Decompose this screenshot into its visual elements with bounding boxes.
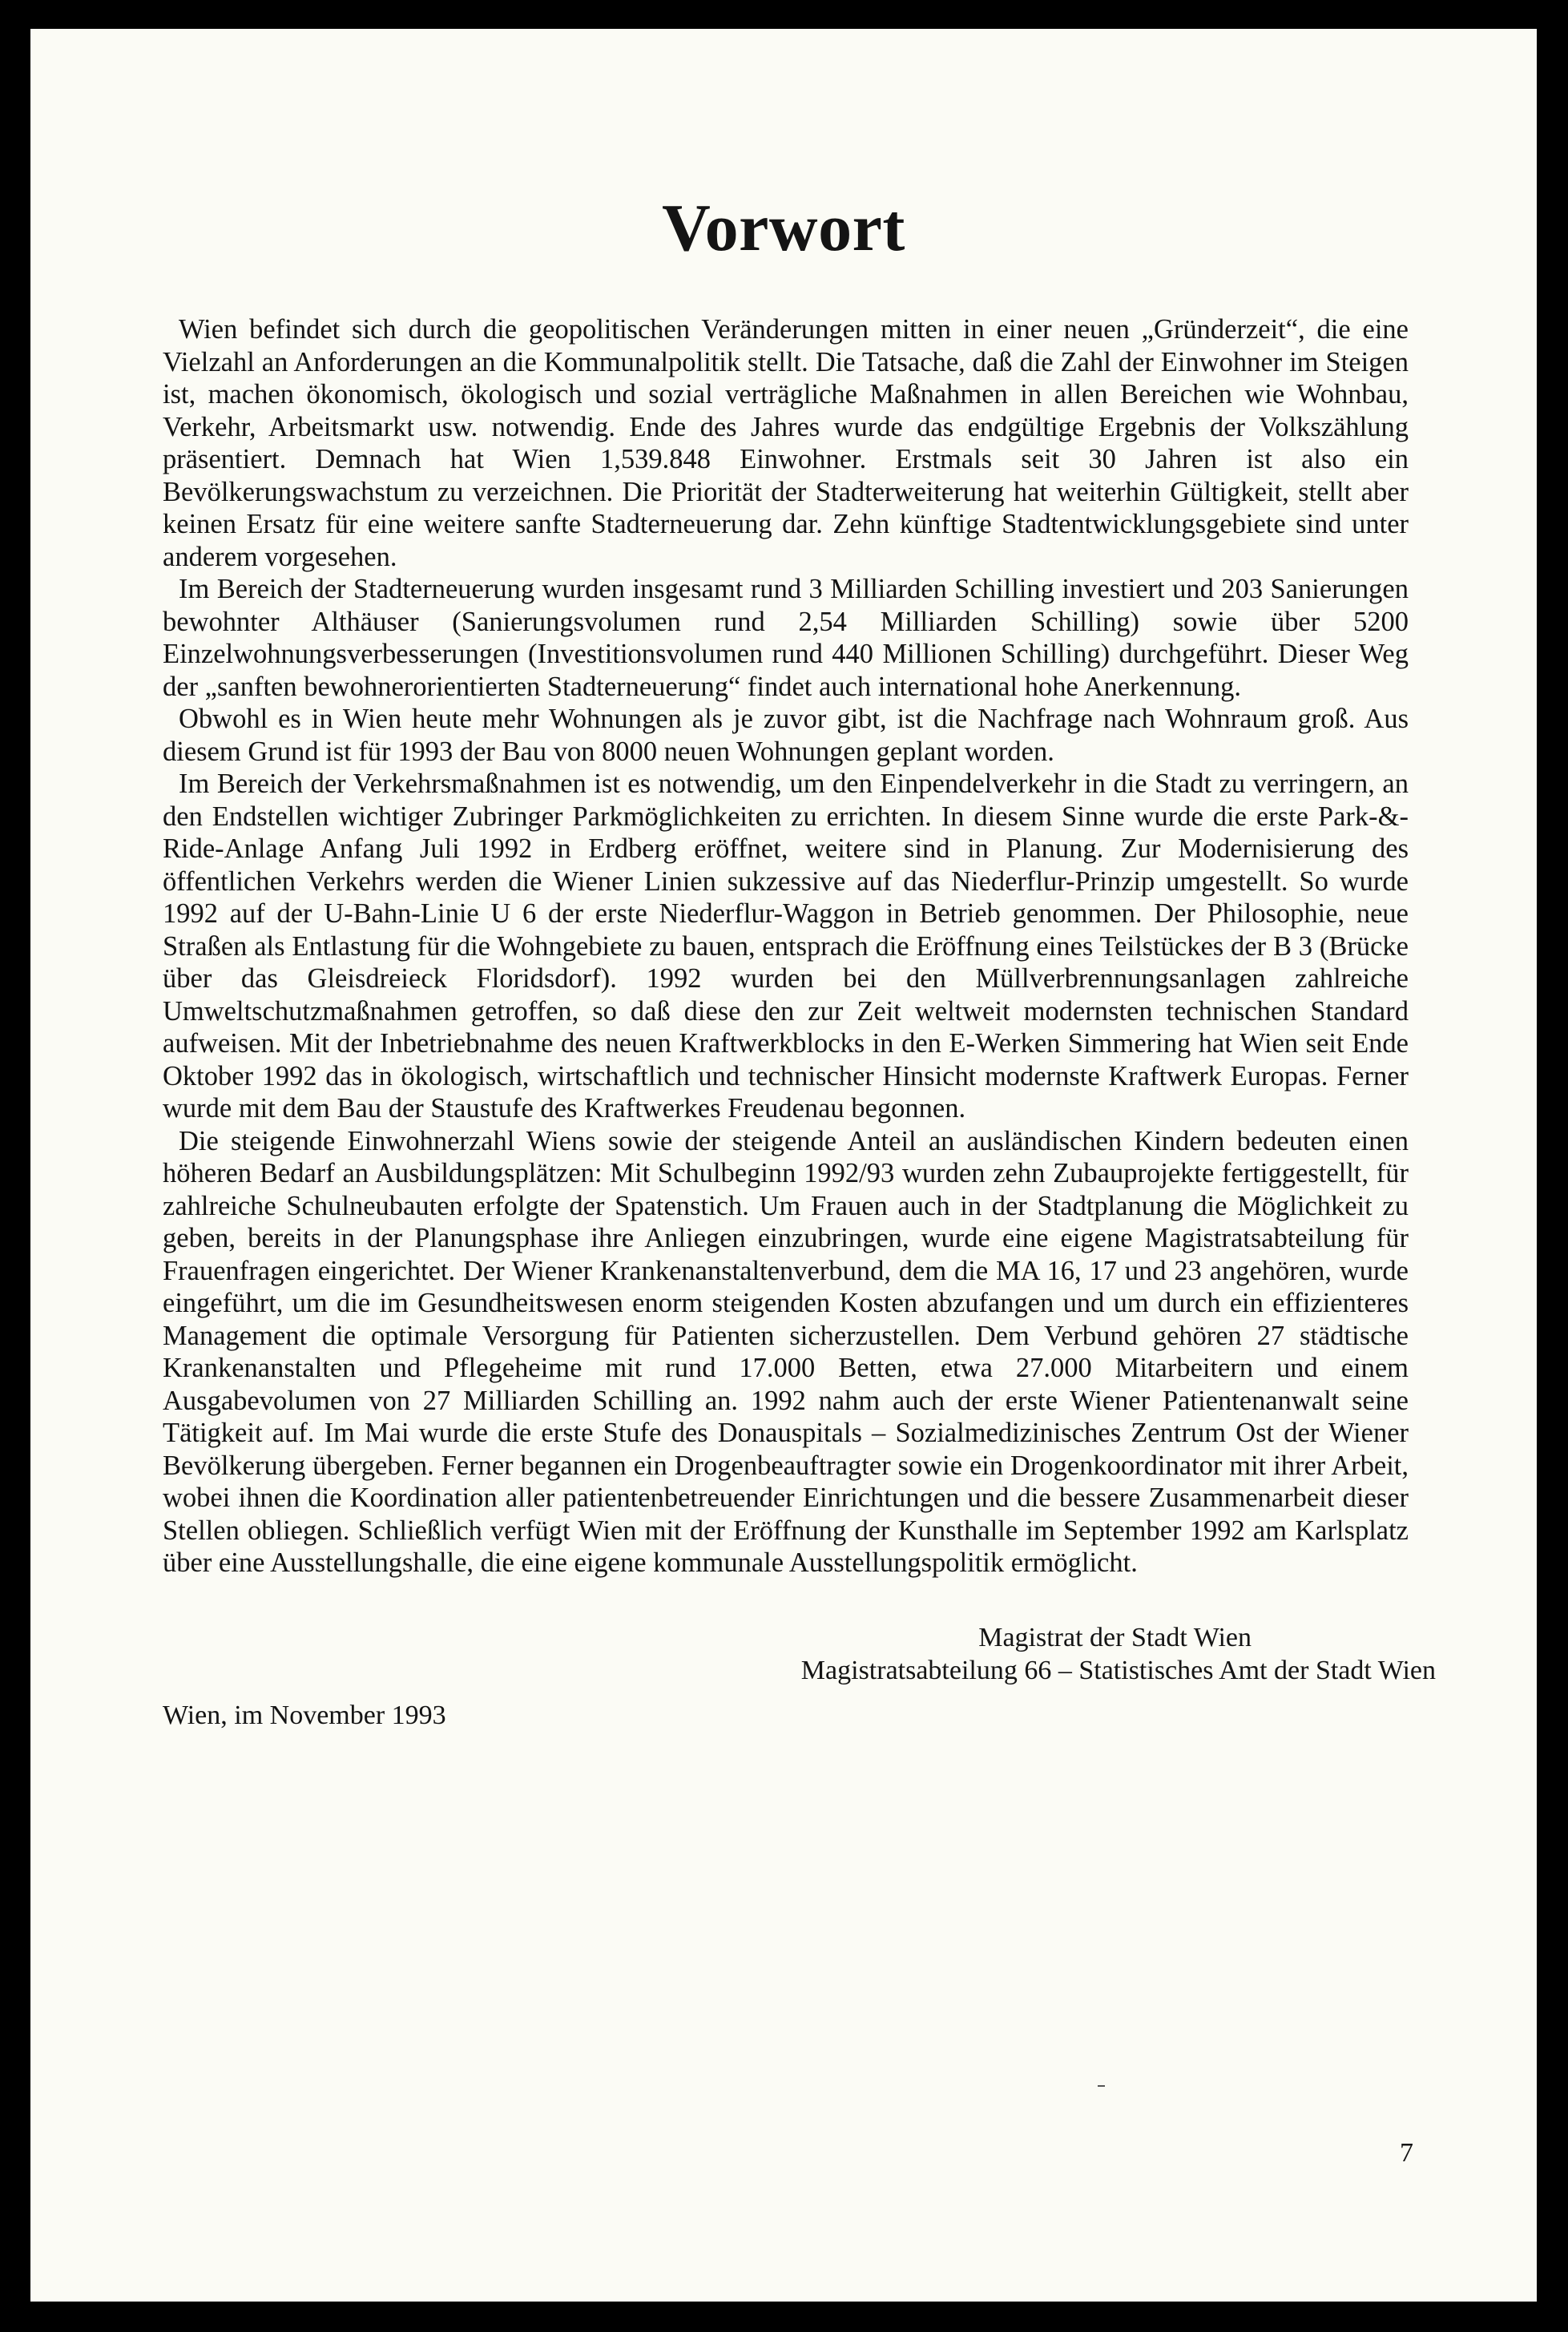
body-text	[163, 313, 1409, 1580]
dateline: Wien, im November 1993	[163, 1701, 446, 1730]
paragraph-traffic: Im Bereich der Verkehrsmaßnahmen ist es notwendig, um den Einpendelverkehr in die Stadt zu verringern, an den Endstellen wichtiger Zubringer Parkmöglichkeiten zu errichten. In diesem Sinne wurde die erste Park-&-Ride-Anlage Anfang Juli 1992 in Erdberg eröffnet, weitere sind in Planung. Zur Modernisierung des öffentlichen Verkehrs werden die Wiener Linien sukzessive auf das Niederflur-Prinzip umgestellt. So wurde 1992 auf der U-Bahn-Linie U 6 der erste Niederflur-Waggon in Betrieb genommen. Der Philosophie, neue Straßen als Entlastung für die Wohngebiete zu bauen, entsprach die Eröffnung eines Teilstückes der B 3 (Brücke über das Gleisdreieck Floridsdorf). 1992 wurden bei den Müllverbrennungsanlagen zahlreiche Umweltschutzmaßnahmen getroffen, so daß diese den zur Zeit weltweit modernsten technischen Standard aufweisen. Mit der Inbetriebnahme des neuen Kraftwerkblocks in den E-Werken Simmering hat Wien seit Ende Oktober 1992 das in ökologisch, wirtschaftlich und technischer Hinsicht modernste Kraftwerk Europas. Ferner wurde mit dem Bau der Staustufe des Kraftwerkes Freudenau begonnen.	[163, 769, 1409, 1124]
document-page	[30, 29, 1537, 2302]
page-title: Vorwort	[662, 191, 905, 265]
paragraph-education-health: Die steigende Einwohnerzahl Wiens sowie der steigende Anteil an ausländischen Kindern bedeuten einen höheren Bedarf an Ausbildungsplätzen: Mit Schulbeginn 1992/93 wurden zehn Zubauprojekte fertiggestellt, für zahlreiche Schulneubauten erfolgte der Spatenstich. Um Frauen auch in der Stadtplanung die Möglichkeit zu geben, bereits in der Planungsphase ihre Anliegen einzubringen, wurde eine eigene Magistratsabteilung für Frauenfragen eingerichtet. Der Wiener Krankenanstaltenverbund, dem die MA 16, 17 und 23 angehören, wurde eingeführt, um die im Gesundheitswesen enorm steigenden Kosten abzufangen und um durch ein effizienteres Management die optimale Versorgung für Patienten sicherzustellen. Dem Verbund gehören 27 städtische Krankenanstalten und Pflegeheime mit rund 17.000 Betten, etwa 27.000 Mitarbeitern und einem Ausgabevolumen von 27 Milliarden Schilling an. 1992 nahm auch der erste Wiener Patientenanwalt seine Tätigkeit auf. Im Mai wurde die erste Stufe des Donauspitals – Sozialmedizinisches Zentrum Ost der Wiener Bevölkerung übergeben. Ferner begannen ein Drogenbeauftragter sowie ein Drogenkoordinator mit ihrer Arbeit, wobei ihnen die Koordination aller patientenbetreuender Einrichtungen und die bessere Zusammenarbeit dieser Stellen obliegen. Schließlich verfügt Wien mit der Eröffnung der Kunsthalle im September 1992 am Karlsplatz über eine Ausstellungshalle, die eine eigene kommunale Ausstellungspolitik ermöglicht.	[163, 1125, 1409, 1578]
paragraph-housing: Obwohl es in Wien heute mehr Wohnungen als je zuvor gibt, ist die Nachfrage nach Wohnraum groß. Aus diesem Grund ist für 1993 der Bau von 8000 neuen Wohnungen geplant worden.	[163, 704, 1409, 767]
signature-block	[801, 1621, 1436, 1687]
paragraph-urban-renewal: Im Bereich der Stadterneuerung wurden insgesamt rund 3 Milliarden Schilling investiert und 203 Sanierungen bewohnter Althäuser (Sanierungsvolumen rund 2,54 Milliarden Schilling) sowie über 5200 Einzelwohnungsverbesserungen (Investitionsvolumen rund 440 Millionen Schilling) durchgeführt. Dieser Weg der „sanften bewohnerorientierten Stadterneuerung“ findet auch international hohe Anerkennung.	[163, 574, 1409, 702]
page-number: 7	[1400, 2138, 1413, 2168]
signature-line-2: Magistratsabteilung 66 – Statistisches Amt der Stadt Wien	[800, 1656, 1436, 1685]
stray-mark	[1098, 2085, 1105, 2087]
paragraph-population: Wien befindet sich durch die geopolitischen Veränderungen mitten in einer neuen „Gründerzeit“, die eine Vielzahl an Anforderungen an die Kommunalpolitik stellt. Die Tatsache, daß die Zahl der Einwohner im Steigen ist, machen ökonomisch, ökologisch und sozial verträgliche Maßnahmen in allen Bereichen wie Wohnbau, Verkehr, Arbeitsmarkt usw. notwendig. Ende des Jahres wurde das endgültige Ergebnis der Volkszählung präsentiert. Demnach hat Wien 1,539.848 Einwohner. Erstmals seit 30 Jahren ist also ein Bevölkerungswachstum zu verzeichnen. Die Priorität der Stadterweiterung hat weiterhin Gültigkeit, stellt aber keinen Ersatz für eine weitere sanfte Stadterneuerung dar. Zehn künftige Stadtentwicklungsgebiete sind unter anderem vorgesehen.	[163, 314, 1409, 572]
signature-line-1: Magistrat der Stadt Wien	[978, 1623, 1252, 1652]
